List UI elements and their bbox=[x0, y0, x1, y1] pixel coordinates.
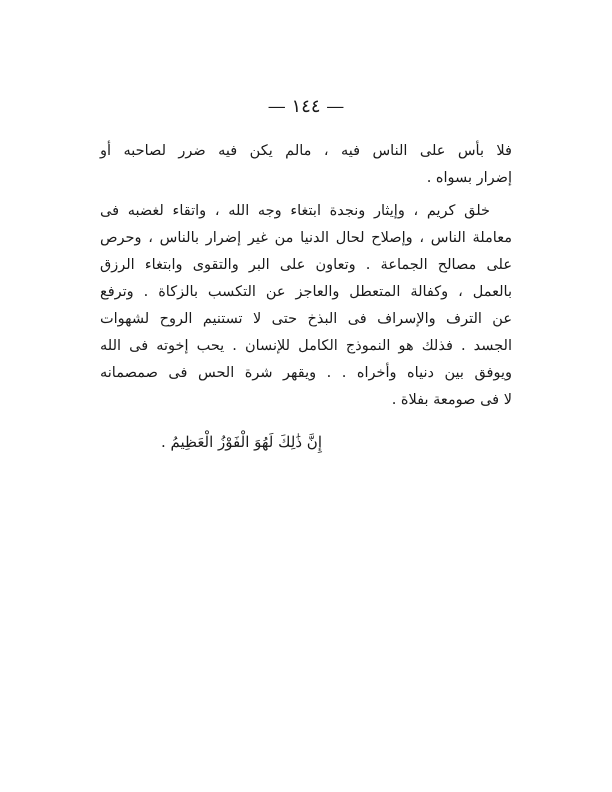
text-line: معاملة الناس ، وإصلاح لحال الدنيا من غير إضرار بالناس ، وحرص bbox=[100, 230, 512, 246]
text-line: ويوفق بين دنياه وأخراه . . ويقهر شرة الحس فى صمصمانه bbox=[100, 365, 512, 381]
text-line: الجسد . فذلك هو النموذج الكامل للإنسان . يحب إخوته فى الله bbox=[100, 338, 512, 354]
verse-text: إِنَّ ذَٰلِكَ لَهُوَ الْفَوْزُ الْعَظِيمُ . bbox=[160, 433, 322, 451]
text-line: عن الترف والإسراف فى البذخ حتى لا تستنيم الروح لشهوات bbox=[100, 311, 512, 327]
text-line: لا فى صومعة بفلاة . bbox=[391, 392, 512, 408]
paragraph-body bbox=[100, 198, 512, 414]
text-line: إضرار بسواه . bbox=[426, 170, 512, 186]
text-line: فلا بأس على الناس فيه ، مالم يكن فيه ضرر لصاحبه أو bbox=[100, 143, 512, 159]
text-line: بالعمل ، وكفالة المتعطل والعاجز عن التكسب بالزكاة . وترفع bbox=[100, 284, 512, 300]
page-number: — ١٤٤ — bbox=[267, 96, 345, 117]
text-line: خلق كريم ، وإيثار ونجدة ابتغاء وجه الله ، واتقاء لغضبه فى bbox=[100, 203, 490, 219]
quranic-verse bbox=[100, 433, 512, 451]
text-line: على مصالح الجماعة . وتعاون على البر والتقوى وابتغاء الرزق bbox=[100, 257, 512, 273]
paragraph-continuation bbox=[100, 138, 512, 192]
